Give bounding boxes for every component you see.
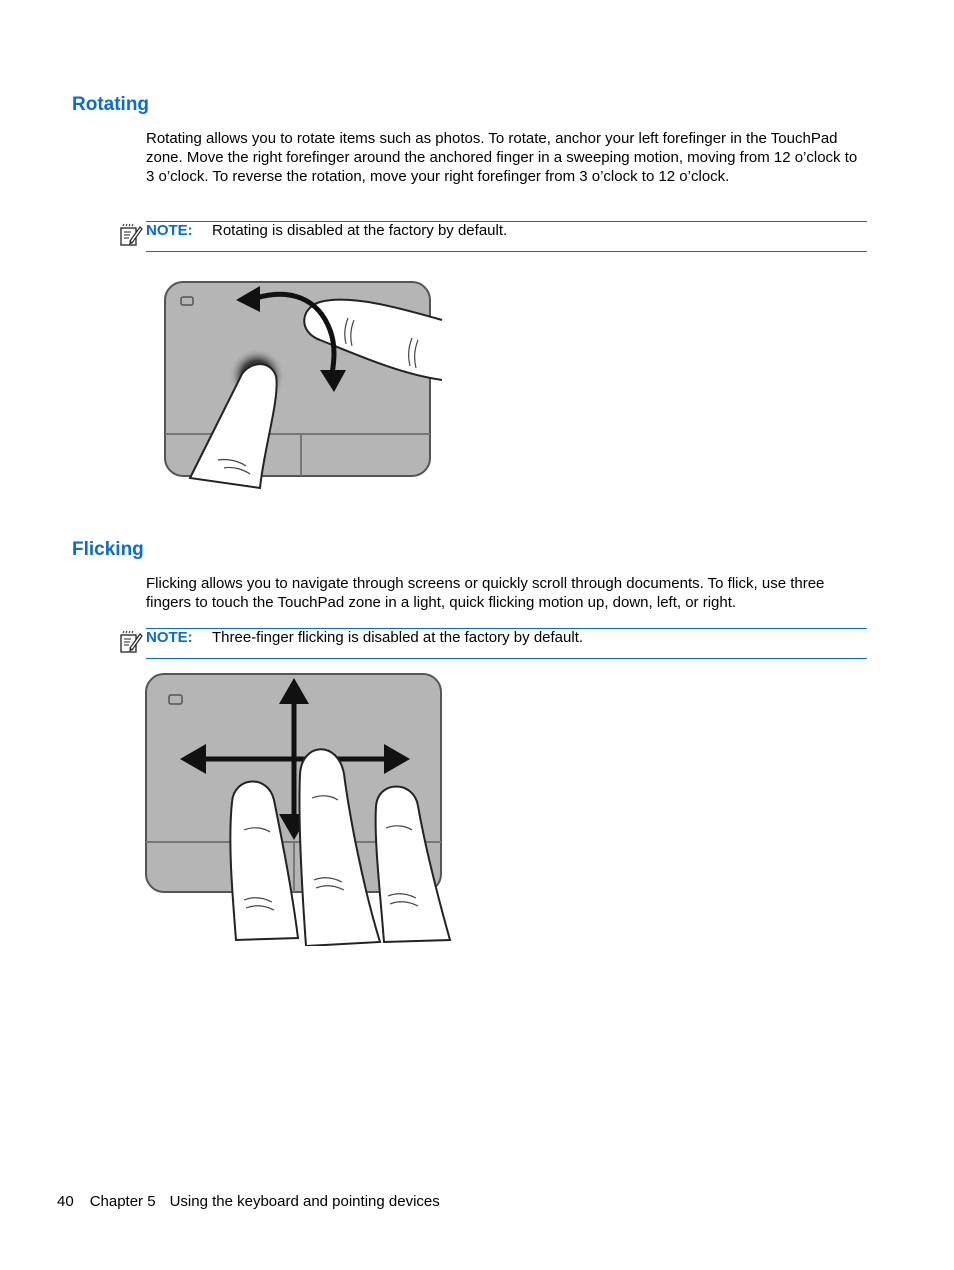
flicking-heading: Flicking xyxy=(72,539,144,560)
flicking-note xyxy=(146,628,867,659)
page-footer xyxy=(57,1192,456,1211)
page-number: 40 xyxy=(57,1193,74,1210)
note-label: NOTE: xyxy=(146,222,193,239)
note-label: NOTE: xyxy=(146,629,193,646)
note-text: Rotating is disabled at the factory by default. xyxy=(212,222,508,239)
note-text: Three-finger flicking is disabled at the factory by default. xyxy=(212,629,584,646)
flicking-body: Flicking allows you to navigate through screens or quickly scroll through documents. To flick, use three fingers to touch the TouchPad zone in a light, quick flicking motion up, down, left, or right. xyxy=(146,575,825,611)
rotating-heading: Rotating xyxy=(72,94,150,115)
flicking-touchpad-illustration xyxy=(140,670,456,946)
chapter-number: Chapter 5 xyxy=(89,1193,156,1210)
note-pencil-icon xyxy=(119,630,143,654)
rotating-note xyxy=(146,221,867,252)
chapter-title: Using the keyboard and pointing devices xyxy=(169,1193,440,1210)
note-pencil-icon xyxy=(119,223,143,247)
rotating-touchpad-illustration xyxy=(160,278,450,496)
rotating-body: Rotating allows you to rotate items such as photos. To rotate, anchor your left forefinger in the TouchPad zone. Move the right forefinger around the anchored finger in a sweeping motion, moving from 12 o’clock to 3 o’clock. To reverse the rotation, move your right forefinger from 3 o’clock to 12 o’clock. xyxy=(146,130,858,185)
